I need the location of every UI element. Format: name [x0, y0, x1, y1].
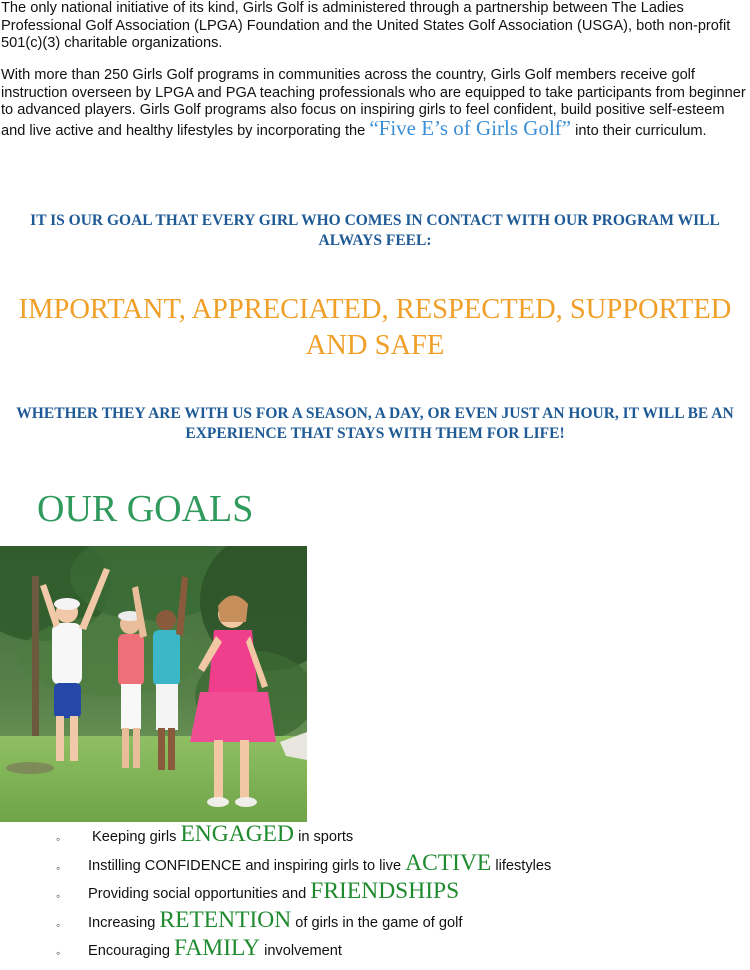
goals-heading: OUR GOALS [37, 488, 254, 530]
intro-paragraph-2-ending: into their curriculum. [571, 122, 707, 139]
bullet-icon: ◦ [56, 832, 61, 846]
goal-text-after: of girls in the game of golf [291, 915, 463, 931]
goal-text [88, 935, 342, 962]
goal-text-before: Instilling CONFIDENCE and inspiring girls to live [88, 858, 406, 874]
goal-text [88, 907, 462, 934]
goal-text-after: in sports [294, 829, 354, 845]
five-es-highlight: “Five E’s of Girls Golf” [369, 115, 572, 140]
goal-text-before: Encouraging [88, 943, 175, 959]
intro-paragraph-2 [1, 67, 746, 140]
intro-paragraph-1 [1, 0, 746, 53]
intro-paragraph-1-text: The only national initiative of its kind, Girls Golf is administered through a partnership between The Ladies Professional Golf Association (LPGA) Foundation and the United States Golf Association (USGA), both non-profit 501(c)(3) charitable organizations. [1, 0, 731, 51]
feelings-statement: IMPORTANT, APPRECIATED, RESPECTED, SUPPORTED AND SAFE [18, 294, 732, 361]
goal-keyword: FRIENDSHIPS [310, 878, 460, 904]
goal-text-before: Keeping girls [92, 829, 181, 845]
bullet-icon: ◦ [56, 946, 61, 960]
goal-text-before: Providing social opportunities and [88, 886, 311, 902]
goal-item-family [0, 935, 700, 968]
goal-keyword: FAMILY [174, 935, 261, 961]
goal-text [92, 821, 353, 848]
girls-golf-photo [0, 546, 307, 822]
intro-paragraph-2-text: With more than 250 Girls Golf programs in communities across the country, Girls Golf members receive golf instruction overseen by LPGA and PGA teaching professionals who are equipped to take participants from beginner to advanced players. Girls Golf programs also focus on inspiring girls to feel confident, build positive self-esteem and live active and healthy lifestyles by incorporating the [1, 67, 746, 139]
goal-keyword: ENGAGED [180, 821, 295, 847]
bullet-icon: ◦ [56, 861, 61, 875]
goal-text-after: involvement [260, 943, 342, 959]
bullet-icon: ◦ [56, 918, 61, 932]
goal-keyword: ACTIVE [405, 850, 492, 876]
goal-text-before: Increasing [88, 915, 160, 931]
goal-text [88, 878, 459, 905]
goal-keyword: RETENTION [159, 907, 292, 933]
goal-text-after: lifestyles [491, 858, 552, 874]
goal-statement: IT IS OUR GOAL THAT EVERY GIRL WHO COMES IN CONTACT WITH OUR PROGRAM WILL ALWAYS FEEL: [30, 212, 720, 249]
goal-text [88, 850, 551, 877]
bullet-icon: ◦ [56, 889, 61, 903]
experience-statement: WHETHER THEY ARE WITH US FOR A SEASON, A DAY, OR EVEN JUST AN HOUR, IT WILL BE AN EXPERIENCE THAT STAYS WITH THEM FOR LIFE! [16, 405, 734, 442]
